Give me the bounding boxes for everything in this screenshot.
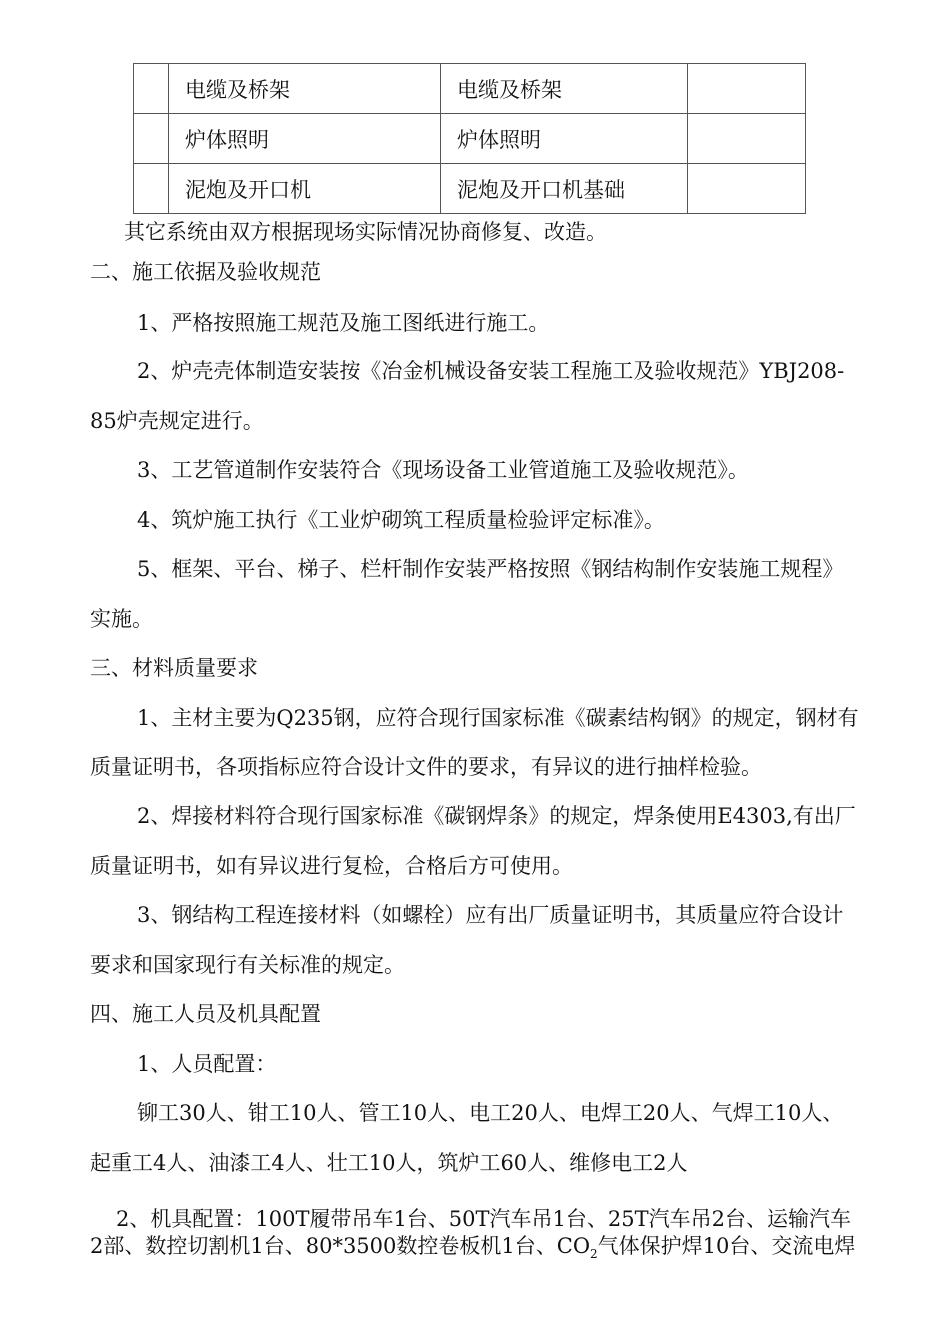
clause-2-1: 1、严格按照施工规范及施工图纸进行施工。 bbox=[137, 311, 550, 335]
clause-2-4: 4、筑炉施工执行《工业炉砌筑工程质量检验评定标准》。 bbox=[137, 508, 665, 532]
table-cell bbox=[688, 114, 806, 164]
table-cell: 泥炮及开口机基础 bbox=[441, 164, 688, 214]
table-cell: 炉体照明 bbox=[169, 114, 441, 164]
table-cell bbox=[134, 64, 169, 114]
clause-3-3-line2: 要求和国家现行有关标准的规定。 bbox=[90, 953, 405, 977]
clause-4-1: 1、人员配置： bbox=[137, 1052, 277, 1076]
co2-subscript: 2 bbox=[590, 1247, 598, 1261]
clause-3-3-line1: 3、钢结构工程连接材料（如螺栓）应有出厂质量证明书，其质量应符合设计 bbox=[137, 903, 844, 927]
section-heading-staffing: 四、施工人员及机具配置 bbox=[90, 1002, 321, 1026]
section-heading-materials: 三、材料质量要求 bbox=[90, 656, 258, 680]
staffing-line1: 铆工30人、钳工10人、管工10人、电工20人、电焊工20人、气焊工10人、 bbox=[137, 1101, 844, 1125]
clause-2-2-line2: 85炉壳规定进行。 bbox=[90, 409, 264, 433]
table-row bbox=[134, 64, 806, 114]
equipment-line1: 2、机具配置：100T履带吊车1台、50T汽车吊1台、25T汽车吊2台、运输汽车 bbox=[116, 1207, 851, 1231]
table-cell bbox=[134, 164, 169, 214]
clause-2-5-line1: 5、框架、平台、梯子、栏杆制作安装严格按照《钢结构制作安装施工规程》 bbox=[137, 557, 844, 581]
table-cell: 炉体照明 bbox=[441, 114, 688, 164]
table-cell bbox=[688, 64, 806, 114]
equipment-table bbox=[133, 63, 806, 214]
clause-3-2-line1: 2、焊接材料符合现行国家标准《碳钢焊条》的规定，焊条使用E4303,有出厂 bbox=[137, 804, 856, 828]
clause-2-3: 3、工艺管道制作安装符合《现场设备工业管道施工及验收规范》。 bbox=[137, 458, 749, 482]
table-row bbox=[134, 114, 806, 164]
clause-3-1-line1: 1、主材主要为Q235钢，应符合现行国家标准《碳素结构钢》的规定，钢材有 bbox=[137, 706, 859, 730]
paragraph-other-systems: 其它系统由双方根据现场实际情况协商修复、改造。 bbox=[124, 220, 607, 244]
table-cell: 电缆及桥架 bbox=[169, 64, 441, 114]
staffing-line2: 起重工4人、油漆工4人、壮工10人，筑炉工60人、维修电工2人 bbox=[90, 1151, 688, 1175]
clause-3-2-line2: 质量证明书，如有异议进行复检，合格后方可使用。 bbox=[90, 854, 573, 878]
equipment-line2-pre: 2部、数控切割机1台、80*3500数控卷板机1台、CO bbox=[90, 1234, 591, 1258]
equipment-line2 bbox=[90, 1234, 856, 1261]
table-row bbox=[134, 164, 806, 214]
equipment-line2-post: 气体保护焊10台、交流电焊 bbox=[597, 1234, 856, 1258]
table-cell bbox=[134, 114, 169, 164]
section-heading-basis: 二、施工依据及验收规范 bbox=[90, 260, 321, 284]
clause-3-1-line2: 质量证明书，各项指标应符合设计文件的要求，有异议的进行抽样检验。 bbox=[90, 755, 762, 779]
table-cell bbox=[688, 164, 806, 214]
table-cell: 泥炮及开口机 bbox=[169, 164, 441, 214]
clause-2-5-line2: 实施。 bbox=[90, 607, 153, 631]
clause-2-2-line1: 2、炉壳壳体制造安装按《冶金机械设备安装工程施工及验收规范》YBJ208- bbox=[137, 359, 845, 383]
table-cell: 电缆及桥架 bbox=[441, 64, 688, 114]
